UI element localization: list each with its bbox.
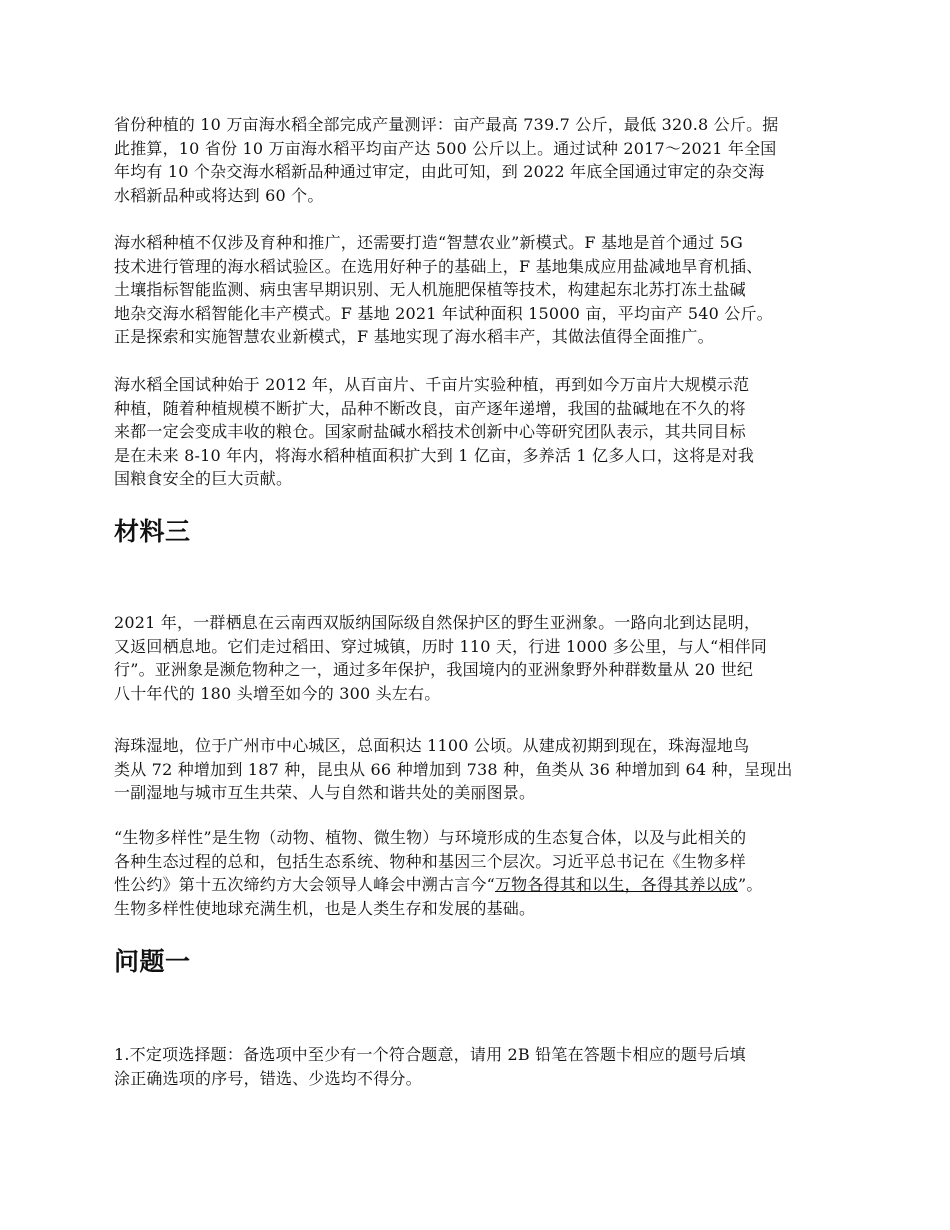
text-line: 一副湿地与城市互生共荣、人与自然和谐共处的美丽图景。 <box>114 783 536 803</box>
paragraph-instructions <box>114 1043 844 1090</box>
paragraph-asian-elephants <box>114 611 844 705</box>
text-line: 1.不定项选择题：备选项中至少有一个符合题意，请用 2B 铅笔在答题卡相应的题号后填 <box>114 1045 746 1064</box>
underlined-quote: 万物各得其和以生，各得其养以成 <box>494 875 738 895</box>
heading-question-one: 问题一 <box>114 947 191 976</box>
text-line: “生物多样性”是生物（动物、植物、微生物）与环境形成的生态复合体，以及与此相关的 <box>114 828 747 847</box>
text-line: 正是探索和实施智慧农业新模式，F 基地实现了海水稻丰产，其做法值得全面推广。 <box>114 327 714 347</box>
text-line: 八十年代的 180 头增至如今的 300 头左右。 <box>114 683 441 703</box>
text-line: 地杂交海水稻智能化丰产模式。F 基地 2021 年试种面积 15000 亩，平均亩产 540 公斤。 <box>114 303 773 323</box>
text-line: 省份种植的 10 万亩海水稻全部完成产量测评：亩产最高 739.7 公斤，最低 320.8 公斤。据 <box>114 115 779 134</box>
text-line: 此推算，10 省份 10 万亩海水稻平均亩产达 500 公斤以上。通过试种 2017～2021 年全国 <box>114 138 777 158</box>
paragraph-haizhu-wetland <box>114 734 844 805</box>
text-line: 海水稻全国试种始于 2012 年，从百亩片、千亩片实验种植，再到如今万亩片大规模示范 <box>114 375 750 394</box>
paragraph-sea-rice-yield <box>114 113 844 207</box>
text-line: 生物多样性使地球充满生机，也是人类生存和发展的基础。 <box>114 898 536 918</box>
text-line: 涂正确选项的序号，错选、少选均不得分。 <box>114 1068 422 1088</box>
text-line: 土壤指标智能监测、病虫害早期识别、无人机施肥保植等技术，构建起东北苏打冻土盐碱 <box>114 280 746 300</box>
text-line: 海水稻种植不仅涉及育种和推广，还需要打造“智慧农业”新模式。F 基地是首个通过 5G <box>114 233 743 252</box>
text-line: 海珠湿地，位于广州市中心城区，总面积达 1100 公顷。从建成初期到现在，珠海湿地鸟 <box>114 736 750 755</box>
paragraph-biodiversity <box>114 826 844 920</box>
text-segment: ”。 <box>738 875 763 895</box>
text-line: 是在未来 8-10 年内，将海水稻种植面积扩大到 1 亿亩，多养活 1 亿多人口，这将是对我 <box>114 445 755 465</box>
text-line: 国粮食安全的巨大贡献。 <box>114 469 293 489</box>
text-line: 类从 72 种增加到 187 种，昆虫从 66 种增加到 738 种，鱼类从 36 种增加到 64 种，呈现出 <box>114 759 793 779</box>
text-segment: 性公约》第十五次缔约方大会领导人峰会中溯古言今“ <box>114 875 495 895</box>
text-line: 种植，随着种植规模不断扩大，品种不断改良，亩产逐年递增，我国的盐碱地在不久的将 <box>114 398 746 418</box>
text-line: 2021 年，一群栖息在云南西双版纳国际级自然保护区的野生亚洲象。一路向北到达昆明， <box>114 613 761 632</box>
paragraph-national-trial <box>114 373 844 491</box>
text-line: 各种生态过程的总和，包括生态系统、物种和基因三个层次。习近平总书记在《生物多样 <box>114 851 746 871</box>
text-line: 水稻新品种或将达到 60 个。 <box>114 185 324 205</box>
text-line: 技术进行管理的海水稻试验区。在选用好种子的基础上，F 基地集成应用盐减地旱育机插、 <box>114 256 763 276</box>
text-line-with-quote <box>114 873 844 897</box>
text-line: 年均有 10 个杂交海水稻新品种通过审定，由此可知，到 2022 年底全国通过审定的杂交海 <box>114 162 765 182</box>
paragraph-smart-agriculture <box>114 231 844 349</box>
text-line: 行”。亚洲象是濒危物种之一，通过多年保护，我国境内的亚洲象野外种群数量从 20 世纪 <box>114 660 754 680</box>
text-line: 来都一定会变成丰收的粮仓。国家耐盐碱水稻技术创新中心等研究团队表示，其共同目标 <box>114 422 746 442</box>
text-line: 又返回栖息地。它们走过稻田、穿过城镇，历时 110 天，行进 1000 多公里，与人“相伴同 <box>114 636 767 656</box>
heading-material-three: 材料三 <box>114 517 191 546</box>
